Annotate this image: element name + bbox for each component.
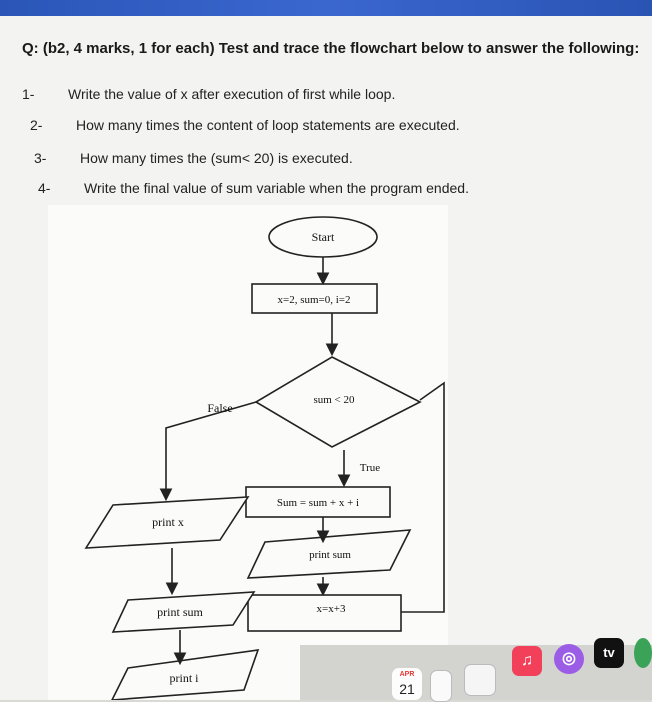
apple-tv-icon[interactable] — [594, 638, 624, 668]
tv-label: tv — [603, 645, 615, 660]
item-number: 1- — [22, 86, 35, 102]
music-icon[interactable]: ♫ — [512, 646, 542, 676]
calendar-day: 21 — [399, 681, 415, 697]
init-label: x=2, sum=0, i=2 — [277, 294, 351, 306]
item-text: Write the final value of sum variable when the program ended. — [84, 180, 469, 196]
false-branch-line — [166, 402, 256, 498]
reminders-icon[interactable] — [464, 664, 496, 696]
question-title: Q: (b2, 4 marks, 1 for each) Test and trace the flowchart below to answer the following: — [22, 40, 640, 57]
update-x-label: x=x+3 — [316, 603, 346, 615]
chrome-icon[interactable] — [634, 638, 652, 668]
item-number: 4- — [38, 180, 51, 196]
print-x-label: print x — [152, 515, 184, 529]
start-label: Start — [311, 230, 335, 244]
print-i-label: print i — [169, 671, 199, 685]
update-sum-label: Sum = sum + x + i — [276, 497, 360, 509]
condition-label: sum < 20 — [313, 394, 355, 406]
print-sum-end-label: print sum — [157, 605, 203, 619]
print-sum-loop-label: print sum — [309, 549, 351, 561]
podcasts-icon[interactable]: ◎ — [554, 644, 584, 674]
item-number: 3- — [34, 150, 47, 166]
notes-icon[interactable] — [430, 670, 452, 702]
calendar-month: APR — [399, 671, 415, 678]
calendar-icon[interactable] — [392, 668, 422, 700]
item-text: How many times the content of loop statements are executed. — [76, 117, 460, 133]
item-text: Write the value of x after execution of first while loop. — [68, 86, 396, 102]
item-number: 2- — [30, 117, 43, 133]
item-text: How many times the (sum< 20) is executed. — [80, 150, 353, 166]
loop-back-line — [401, 383, 444, 612]
true-label: True — [359, 462, 381, 474]
false-label: False — [207, 401, 233, 415]
